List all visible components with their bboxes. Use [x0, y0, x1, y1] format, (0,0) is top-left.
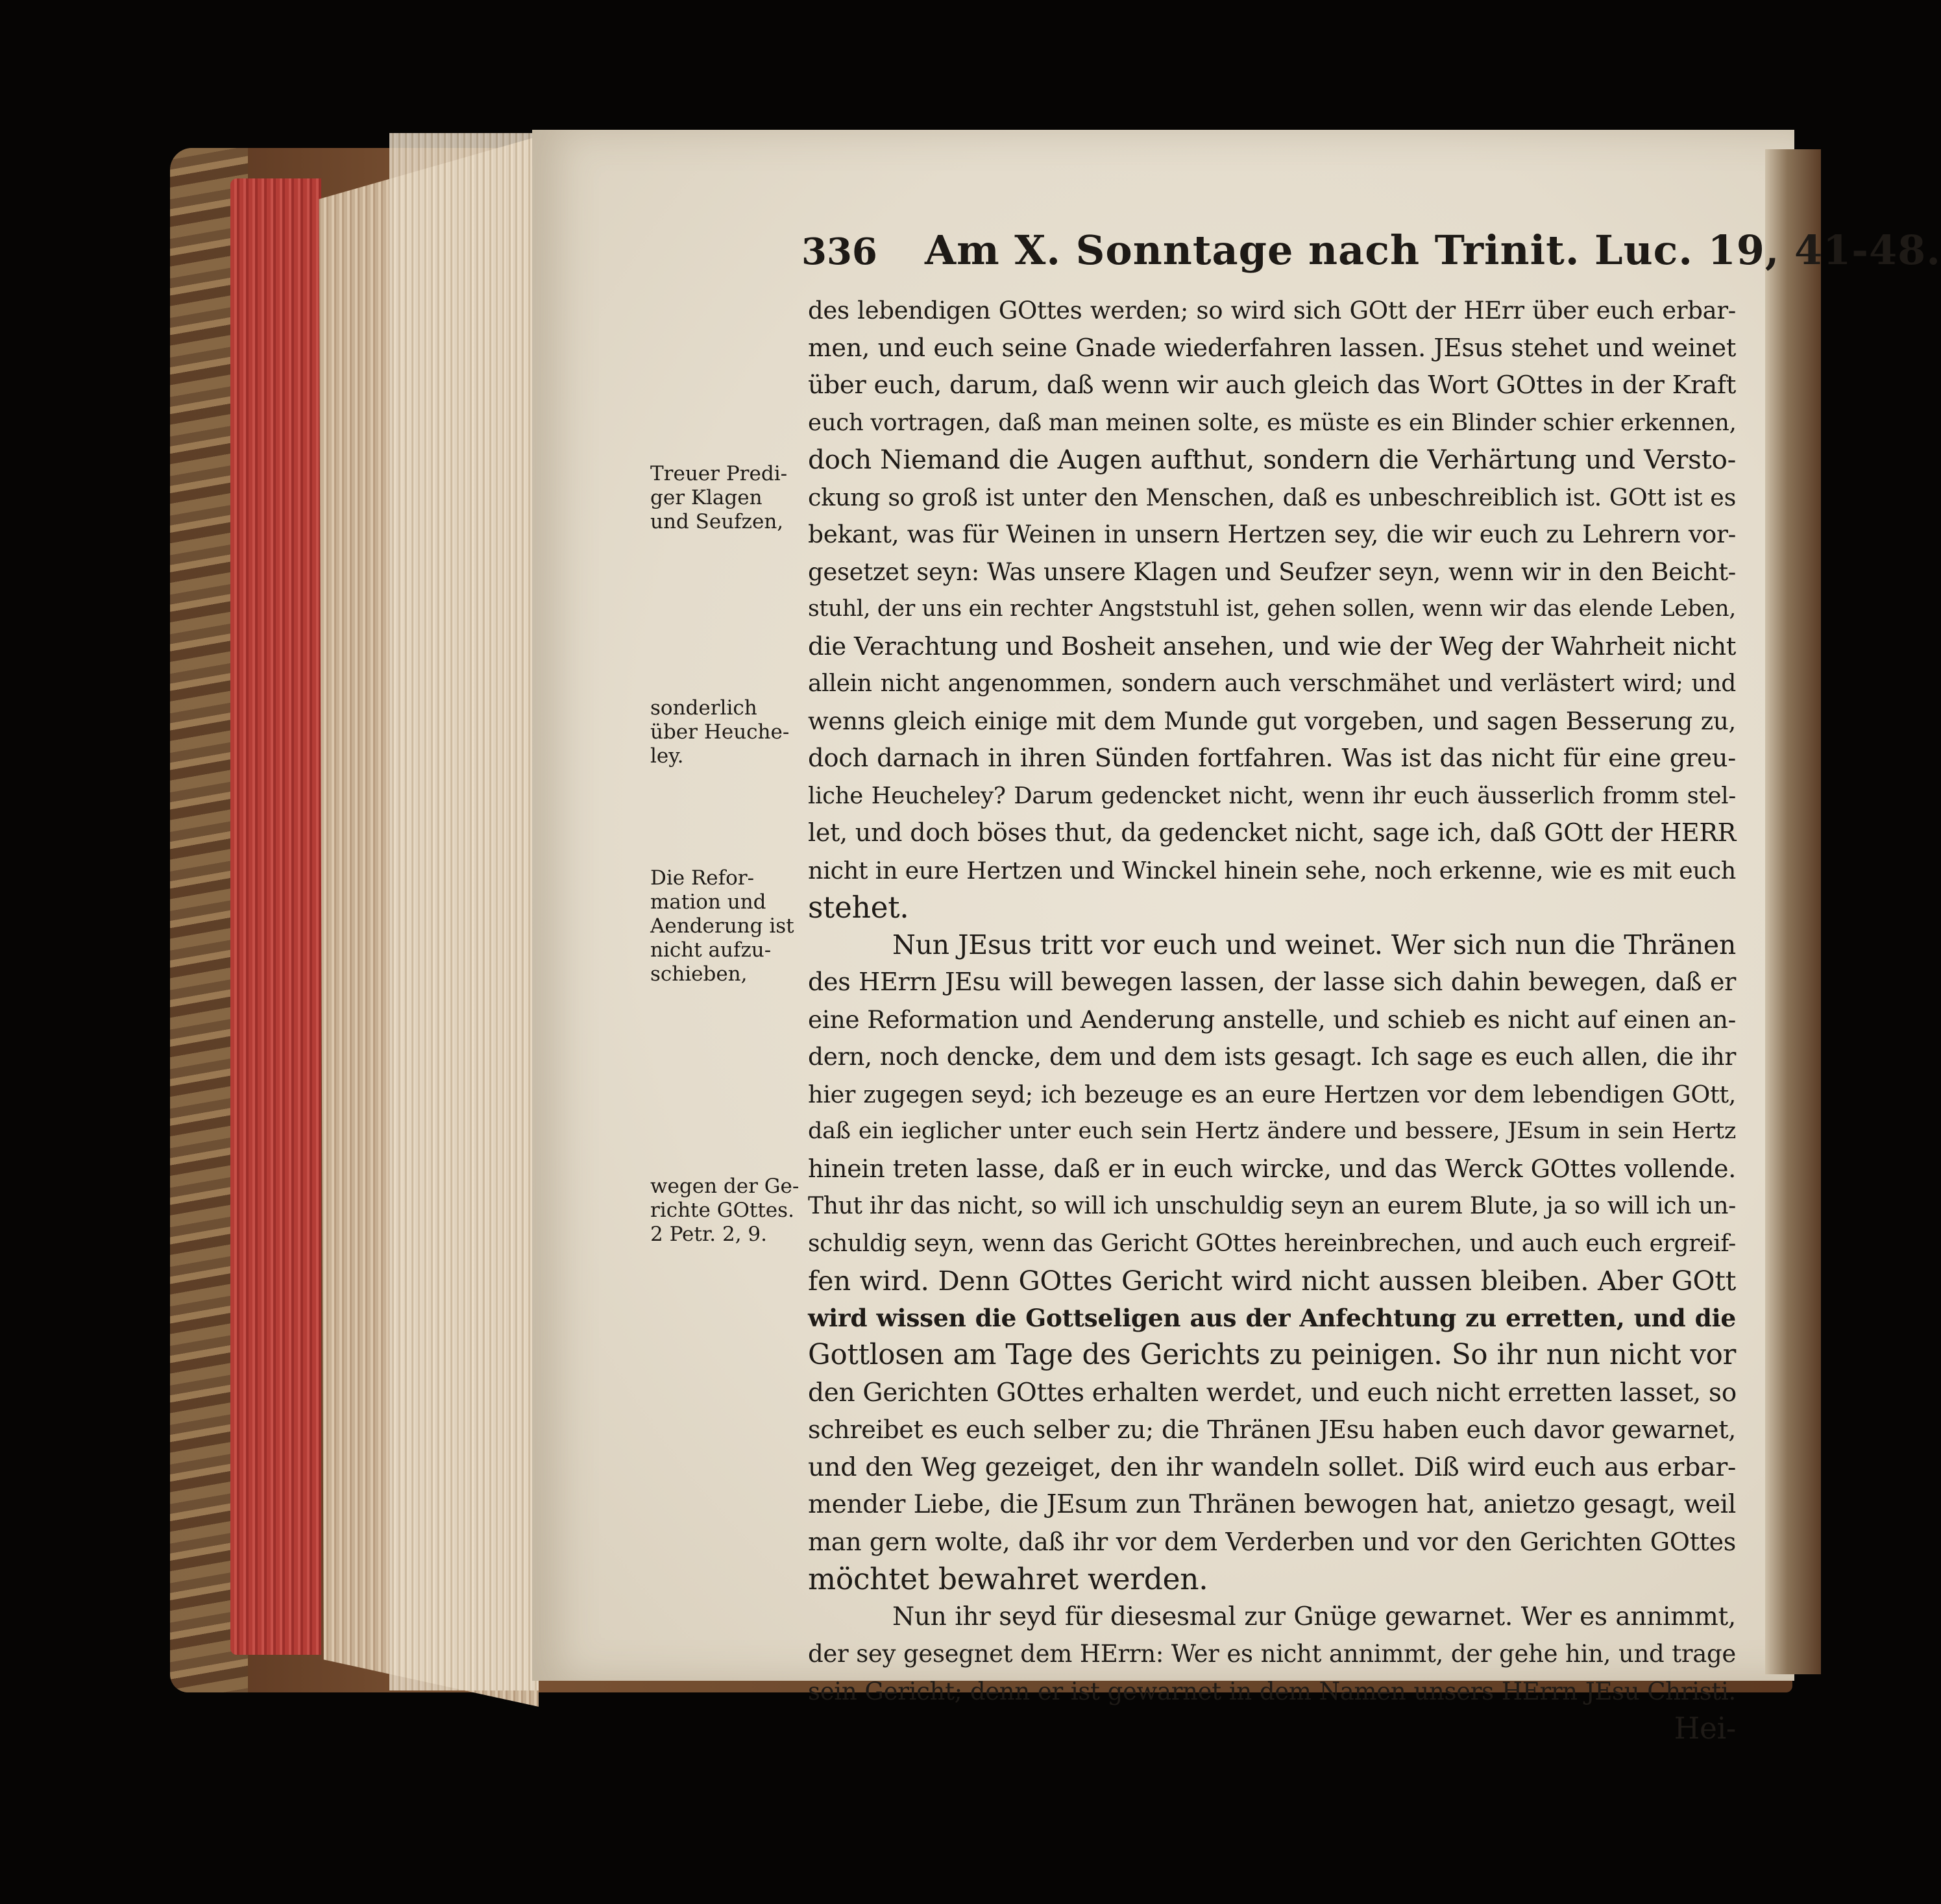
text-line: daß ein ieglicher unter euch sein Hertz ändere und bessere, JEsum in sein Hertz — [808, 1118, 1736, 1144]
text-line: liche Heucheley? Darum gedencket nicht, wenn ihr euch äusserlich fromm stel- — [808, 782, 1736, 809]
margin-note-line: schieben, — [650, 962, 748, 986]
text-line: nicht in eure Hertzen und Winckel hinein sehe, noch erkenne, wie es mit euch — [808, 856, 1736, 885]
text-line: dern, noch dencke, dem und dem ists gesagt. Ich sage es euch allen, die ihr — [808, 1042, 1736, 1071]
text-line: die Verachtung und Bosheit ansehen, und wie der Weg der Wahrheit nicht — [808, 631, 1736, 661]
margin-note-line: nicht aufzu- — [650, 938, 772, 962]
text-line: über euch, darum, daß wenn wir auch gleich das Wort GOttes in der Kraft — [808, 371, 1736, 400]
text-line: bekant, was für Weinen in unsern Hertzen sey, die wir euch zu Lehrern vor- — [808, 520, 1736, 548]
page-gutter — [1765, 149, 1821, 1674]
text-line: des lebendigen GOttes werden; so wird sich GOtt der HErr über euch erbar- — [808, 297, 1736, 324]
text-line: und den Weg gezeiget, den ihr wandeln sollet. Diß wird euch aus erbar- — [808, 1452, 1736, 1482]
text-line: hinein treten lasse, daß er in euch wircke, und das Werck GOttes vollende. — [808, 1154, 1736, 1183]
red-page-edge — [230, 178, 321, 1655]
text-line: mender Liebe, die JEsum zun Thränen bewogen hat, anietzo gesagt, weil — [808, 1490, 1736, 1519]
margin-note — [650, 462, 803, 534]
margin-note-line: über Heuche- — [650, 720, 790, 744]
text-line: gesetzet seyn: Was unsere Klagen und Seufzer seyn, wenn wir in den Beicht- — [808, 557, 1736, 586]
running-title: Am X. Sonntage nach Trinit. Luc. 19, 41-48. — [925, 226, 1941, 274]
text-line: den Gerichten GOttes erhalten werdet, und euch nicht erretten lasset, so — [808, 1378, 1737, 1408]
text-line: men, und euch seine Gnade wiederfahren lassen. JEsus stehet und weinet — [808, 333, 1736, 363]
margin-note-line: 2 Petr. 2, 9. — [650, 1223, 767, 1246]
text-line: ckung so groß ist unter den Menschen, daß es unbeschreiblich ist. GOtt ist es — [808, 483, 1736, 511]
text-line: eine Reformation und Aenderung anstelle, und schieb es nicht auf einen an- — [808, 1005, 1736, 1034]
text-line: stuhl, der uns ein rechter Angststuhl ist, gehen sollen, wenn wir das elende Leben, — [808, 596, 1737, 622]
text-line: des HErrn JEsu will bewegen lassen, der lasse sich dahin bewegen, daß er — [808, 968, 1736, 996]
margin-note-line: Aenderung ist — [650, 914, 794, 938]
catchword: Hei- — [1674, 1711, 1736, 1746]
text-line: man gern wolte, daß ihr vor dem Verderben und vor den Gerichten GOttes — [808, 1527, 1736, 1556]
text-line: allein nicht angenommen, sondern auch verschmähet und verlästert wird; und — [808, 670, 1736, 697]
margin-note — [650, 696, 803, 768]
text-line: der sey gesegnet dem HErrn: Wer es nicht annimmt, der gehe hin, und trage — [808, 1640, 1736, 1668]
margin-note — [650, 866, 803, 986]
text-line: doch Niemand die Augen aufthut, sondern die Verhärtung und Versto- — [808, 444, 1736, 475]
text-line: stehet. — [808, 890, 909, 925]
running-header — [801, 224, 1941, 289]
margin-note-line: und Seufzen, — [650, 510, 784, 533]
text-line: Nun ihr seyd für diesesmal zur Gnüge gewarnet. Wer es annimmt, — [892, 1602, 1736, 1631]
text-line: doch darnach in ihren Sünden fortfahren. Was ist das nicht für eine greu- — [808, 744, 1736, 773]
margin-note-line: mation und — [650, 890, 766, 914]
margin-note-line: ger Klagen — [650, 486, 763, 509]
text-line: Gottlosen am Tage des Gerichts zu peinigen. So ihr nun nicht vor — [808, 1339, 1736, 1371]
text-line: schuldig seyn, wenn das Gericht GOttes hereinbrechen, und auch euch ergreif- — [808, 1230, 1736, 1257]
text-line: schreibet es euch selber zu; die Thränen JEsu haben euch davor gewarnet, — [808, 1415, 1736, 1444]
page-stack-edge — [389, 133, 539, 1690]
text-line: hier zugegen seyd; ich bezeuge es an eure Hertzen vor dem lebendigen GOtt, — [808, 1080, 1736, 1108]
margin-note-line: richte GOttes. — [650, 1199, 794, 1222]
margin-note — [650, 1175, 803, 1247]
body-text — [808, 292, 1736, 1748]
text-line: Thut ihr das nicht, so will ich unschuldig seyn an eurem Blute, ja so will ich un- — [808, 1193, 1736, 1219]
text-line: möchtet bewahret werden. — [808, 1562, 1208, 1596]
margin-note-line: sonderlich — [650, 696, 757, 720]
margin-note-line: Treuer Predi- — [650, 462, 788, 485]
text-line: wenns gleich einige mit dem Munde gut vorgeben, und sagen Besserung zu, — [808, 707, 1736, 735]
text-line: wird wissen die Gottseligen aus der Anfechtung zu erretten, und die — [808, 1303, 1736, 1332]
page-number: 336 — [801, 230, 877, 273]
text-line: sein Gericht; denn er ist gewarnet in dem Namen unsers HErrn JEsu Christi. — [808, 1677, 1736, 1705]
text-line: fen wird. Denn GOttes Gericht wird nicht aussen bleiben. Aber GOtt — [808, 1265, 1736, 1297]
text-line: let, und doch böses thut, da gedencket nicht, sage ich, daß GOtt der HERR — [808, 818, 1736, 847]
margin-note-line: Die Refor- — [650, 866, 755, 890]
text-line: euch vortragen, daß man meinen solte, es müste es ein Blinder schier erkennen, — [808, 409, 1737, 436]
margin-note-line: wegen der Ge- — [650, 1175, 800, 1198]
margin-note-line: ley. — [650, 744, 684, 768]
text-line: Nun JEsus tritt vor euch und weinet. Wer sich nun die Thränen — [892, 929, 1736, 960]
